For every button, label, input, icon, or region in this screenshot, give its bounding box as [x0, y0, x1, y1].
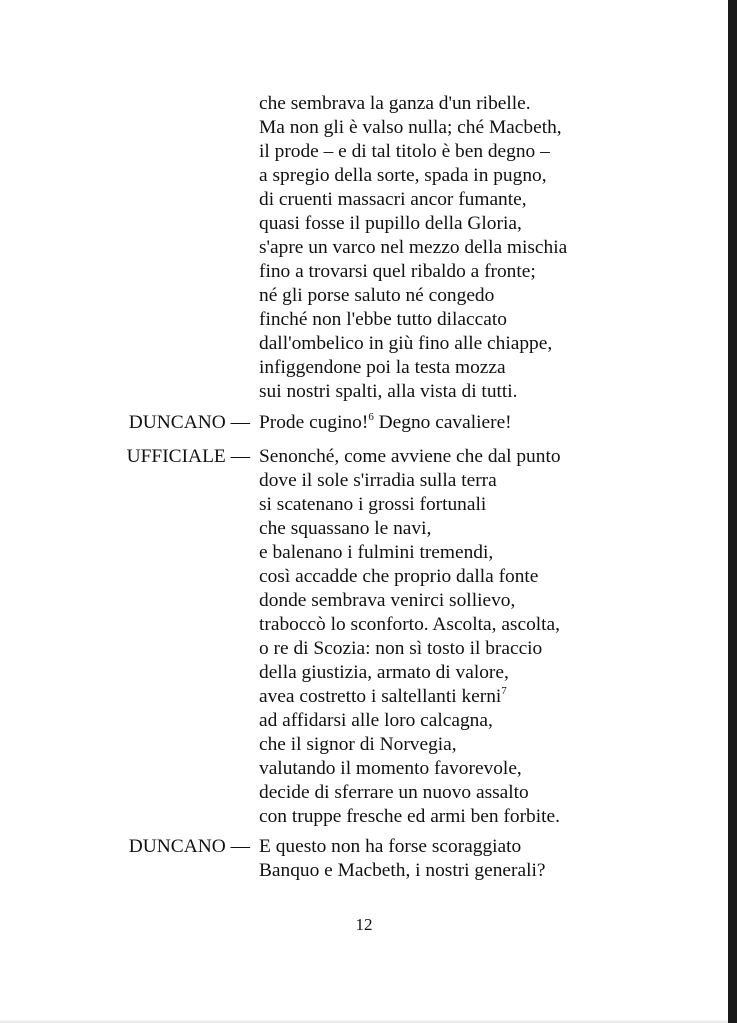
verse-line: UFFICIALE — Senonché, come avviene che dal punto	[126, 446, 561, 467]
verse-line: a spregio della sorte, spada in pugno,	[259, 165, 547, 186]
verse-line: e balenano i fulmini tremendi,	[259, 542, 494, 563]
verse-line: s'apre un varco nel mezzo della mischia	[259, 237, 568, 258]
verse-line: infiggendone poi la testa mozza	[259, 357, 506, 378]
page-bottom-shade	[0, 1019, 728, 1023]
speaker-name: DUNCANO —	[128, 412, 250, 433]
speaker-name: DUNCANO —	[128, 836, 250, 857]
verse-line: Banquo e Macbeth, i nostri generali?	[259, 860, 546, 881]
verse-line	[0, 411, 728, 435]
verse-line: di cruenti massacri ancor fumante,	[259, 189, 527, 210]
verse-line: DUNCANO — E questo non ha forse scoraggiato	[128, 836, 522, 857]
verse-line: né gli porse saluto né congedo	[259, 285, 495, 306]
verse-line: della giustizia, armato di valore,	[259, 662, 509, 683]
verse-text: avea costretto i saltellanti kerni$^7$	[259, 684, 507, 707]
verse-line: il prode – e di tal titolo è ben degno –	[259, 141, 550, 162]
verse-line: sui nostri spalti, alla vista di tutti.	[259, 381, 518, 402]
verse-text: Prode cugino!$^6$ Degno cavaliere!	[259, 410, 512, 433]
verse-line: decide di sferrare un nuovo assalto	[259, 782, 529, 803]
footnote-marker: 6	[368, 410, 374, 423]
verse-line: Ma non gli è valso nulla; ché Macbeth,	[259, 117, 562, 138]
page-edge-divider	[728, 0, 737, 1023]
verse-line: si scatenano i grossi fortunali	[259, 494, 487, 515]
verse-line: così accadde che proprio dalla fonte	[259, 566, 539, 587]
verse-line: che squassano le navi,	[259, 518, 432, 539]
footnote-marker: 7	[501, 684, 507, 697]
verse-line: o re di Scozia: non sì tosto il braccio	[259, 638, 543, 659]
page-number: 12	[355, 915, 373, 934]
verse-line: fino a trovarsi quel ribaldo a fronte;	[259, 261, 536, 282]
verse-line: che sembrava la ganza d'un ribelle.	[259, 93, 531, 114]
verse-line	[0, 685, 728, 709]
verse-line: quasi fosse il pupillo della Gloria,	[259, 213, 522, 234]
verse-line: dove il sole s'irradia sulla terra	[259, 470, 497, 491]
speaker-name: UFFICIALE —	[126, 446, 250, 467]
verse-line: dall'ombelico in giù fino alle chiappe,	[259, 333, 553, 354]
verse-line: donde sembrava venirci sollievo,	[259, 590, 516, 611]
verse-line: traboccò lo sconforto. Ascolta, ascolta,	[259, 614, 560, 635]
verse-line: con truppe fresche ed armi ben forbite.	[259, 806, 560, 827]
verse-line: che il signor di Norvegia,	[259, 734, 457, 755]
verse-line: ad affidarsi alle loro calcagna,	[259, 710, 493, 731]
verse-line: finché non l'ebbe tutto dilaccato	[259, 309, 507, 330]
verse-line: valutando il momento favorevole,	[259, 758, 522, 779]
